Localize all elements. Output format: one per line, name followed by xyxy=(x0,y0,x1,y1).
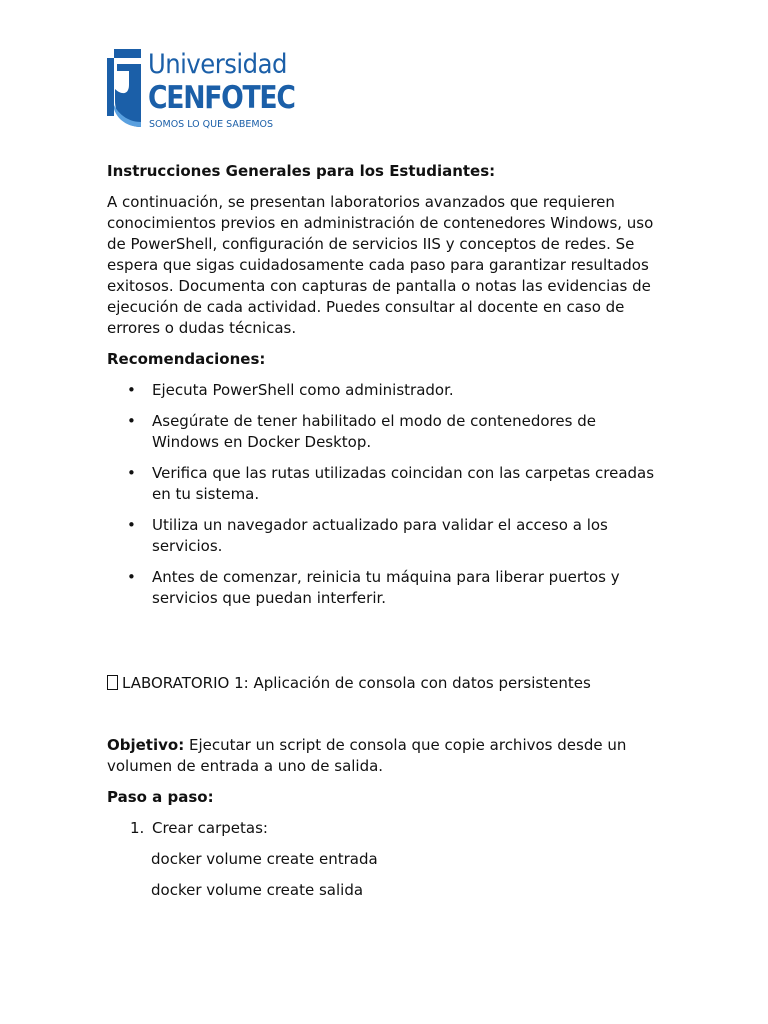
bullet: • xyxy=(127,381,136,399)
list-item xyxy=(107,463,667,505)
lab1-objective xyxy=(107,735,667,777)
bullet: • xyxy=(127,516,136,534)
logo-tagline: SOMOS LO QUE SABEMOS xyxy=(149,119,274,130)
list-item xyxy=(107,411,667,453)
list-item xyxy=(107,380,667,401)
step-text: Crear carpetas: xyxy=(152,819,268,837)
bullet: • xyxy=(127,568,136,586)
recommendations-list xyxy=(107,380,667,609)
university-logo xyxy=(107,49,295,133)
general-instructions-paragraph: A continuación, se presentan laboratorios avanzados que requieren conocimientos previos en administración de contenedores Windows, uso de PowerShell, configuración de servicios IIS y conceptos de redes. Se espera que sigas cuidadosamente cada paso para garantizar resultados exitosos. Documenta con capturas de pantalla o notas las evidencias de ejecución de cada actividad. Puedes consultar al docente en caso de errores o dudas técnicas. xyxy=(107,193,654,337)
cenfotec-logo-mark xyxy=(107,49,143,129)
steps-list xyxy=(107,818,667,839)
general-instructions-heading: Instrucciones Generales para los Estudiantes: xyxy=(107,162,496,180)
command-line: docker volume create entrada xyxy=(151,850,378,868)
list-item xyxy=(107,567,667,609)
list-item-text: Verifica que las rutas utilizadas coincidan con las carpetas creadas en tu sistema. xyxy=(152,464,655,503)
list-item-text: Asegúrate de tener habilitado el modo de contenedores de Windows en Docker Desktop. xyxy=(152,412,596,451)
objective-text: Ejecutar un script de consola que copie archivos desde un volumen de entrada a uno de salida. xyxy=(107,736,627,775)
steps-heading: Paso a paso: xyxy=(107,788,214,806)
logo-universidad-text: Universidad xyxy=(148,49,287,80)
step-number: 1. xyxy=(130,819,145,837)
list-item xyxy=(107,515,667,557)
bullet: • xyxy=(127,412,136,430)
command-line: docker volume create salida xyxy=(151,881,364,899)
logo-cenfotec-text: CENFOTEC xyxy=(148,80,295,116)
recommendations-heading: Recomendaciones: xyxy=(107,350,266,368)
bullet: • xyxy=(127,464,136,482)
missing-glyph-icon xyxy=(107,675,118,690)
document-body xyxy=(107,161,667,911)
lab1-title-text: LABORATORIO 1: Aplicación de consola con datos persistentes xyxy=(122,674,591,692)
step-item xyxy=(107,818,667,839)
lab1-title xyxy=(107,673,667,694)
list-item-text: Utiliza un navegador actualizado para validar el acceso a los servicios. xyxy=(152,516,608,555)
objective-label: Objetivo: xyxy=(107,736,185,754)
list-item-text: Antes de comenzar, reinicia tu máquina para liberar puertos y servicios que puedan interferir. xyxy=(152,568,620,607)
list-item-text: Ejecuta PowerShell como administrador. xyxy=(152,381,454,399)
